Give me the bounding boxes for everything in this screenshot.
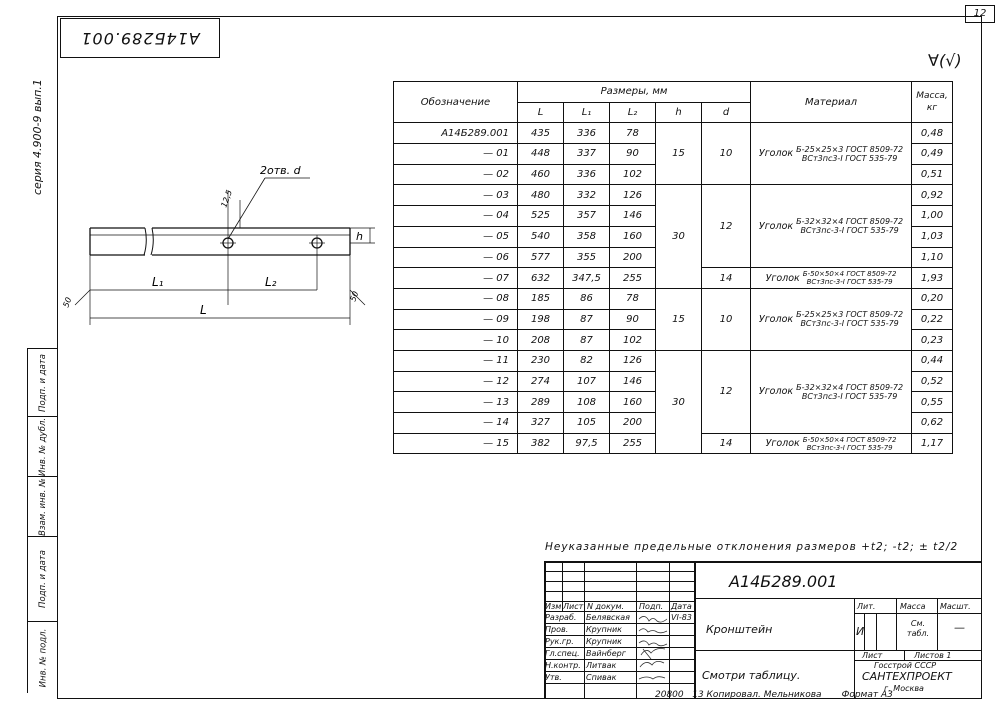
cell-mass: 1,17 (912, 433, 953, 454)
cell-d: 10 (702, 288, 751, 350)
cell-L2: 90 (610, 144, 656, 165)
sign-date: VI-83 (671, 613, 692, 622)
side-label: Взам. инв. № (38, 477, 48, 536)
cell-L2: 160 (610, 226, 656, 247)
cell-L: 632 (518, 268, 564, 289)
header-L2: L₂ (610, 102, 656, 123)
cell-material (751, 185, 912, 268)
side-strip (27, 348, 58, 693)
header-designation: Обозначение (394, 82, 518, 123)
cell-L2: 255 (610, 433, 656, 454)
dim-L2: L₂ (265, 275, 277, 289)
cell-L1: 97,5 (564, 433, 610, 454)
side-label: Инв. № подл. (38, 628, 48, 687)
cell-L2: 126 (610, 350, 656, 371)
hdr-podp: Подп. (639, 602, 664, 611)
material-bot: ВСт3пс-3-I ГОСТ 535-79 (806, 278, 893, 287)
cell-mass: 1,00 (912, 206, 953, 227)
person-name: Крупник (586, 625, 622, 634)
cell-des: — 03 (394, 185, 518, 206)
material-bot: ВСт3пс3-I ГОСТ 535-79 (801, 153, 898, 163)
cell-L2: 78 (610, 288, 656, 309)
org-line-1: Госстрой СССР (874, 661, 937, 670)
cell-L1: 332 (564, 185, 610, 206)
material-word: Уголок (758, 313, 794, 325)
material-word: Уголок (758, 220, 794, 232)
table-row (394, 350, 953, 371)
cell-L: 289 (518, 392, 564, 413)
cell-des: — 10 (394, 330, 518, 351)
person-name: Крупник (586, 637, 622, 646)
bottom-mid: 13 Копировал. Мельникова (692, 690, 822, 700)
role: Утв. (545, 673, 562, 682)
bottom-right: Формат А3 (841, 690, 893, 700)
cell-mass: 0,52 (912, 371, 953, 392)
org-line-2: САНТЕХПРОЕКТ (862, 670, 952, 683)
title-block (544, 561, 982, 699)
cell-d: 14 (702, 268, 751, 289)
cell-d: 12 (702, 350, 751, 433)
cell-L1: 336 (564, 164, 610, 185)
doc-code: А14Б289.001 (729, 572, 838, 591)
material-word: Уголок (758, 386, 794, 398)
hdr-data: Дата (671, 602, 692, 611)
cell-material (751, 433, 912, 454)
rotated-stamp (60, 18, 220, 58)
page-number: 12 (965, 5, 995, 23)
cell-L: 185 (518, 288, 564, 309)
mass-label: Масса (900, 602, 926, 611)
tolerance-note: Неуказанные предельные отклонения размеров +t2; -t2; ± t2/2 (545, 541, 959, 553)
cell-L: 382 (518, 433, 564, 454)
cell-des: — 12 (394, 371, 518, 392)
cell-mass: 0,20 (912, 288, 953, 309)
cell-mass: 0,22 (912, 309, 953, 330)
table-row (394, 123, 953, 144)
cell-h: 15 (656, 288, 702, 350)
cell-L: 480 (518, 185, 564, 206)
cell-des: А14Б289.001 (394, 123, 518, 144)
material-word: Уголок (765, 438, 800, 450)
cell-L2: 200 (610, 413, 656, 434)
material-bot: ВСт3пс3-I ГОСТ 535-79 (801, 391, 898, 401)
side-cell (28, 348, 58, 416)
cell-mass: 0,55 (912, 392, 953, 413)
person-name: Белявская (586, 613, 630, 622)
cell-d: 12 (702, 185, 751, 268)
hdr-list: Лист (563, 602, 584, 611)
hole-label: 2отв. d (260, 164, 301, 177)
series-text: серия 4.900-9 вып.1 (31, 79, 44, 195)
cell-L: 435 (518, 123, 564, 144)
dim-L: L (200, 303, 207, 317)
material-word: Уголок (758, 148, 794, 160)
cell-des: — 08 (394, 288, 518, 309)
header-d: d (702, 102, 751, 123)
cell-des: — 14 (394, 413, 518, 434)
bracket-drawing (60, 160, 380, 340)
role: Рук.гр. (545, 637, 574, 646)
sheet-label: Лист (862, 651, 883, 660)
part-name: Кронштейн (706, 623, 773, 636)
person-name: Литвак (586, 661, 617, 670)
cell-mass: 0,92 (912, 185, 953, 206)
cell-L2: 200 (610, 247, 656, 268)
side-cell (28, 476, 58, 536)
side-label: Подп. и дата (38, 353, 48, 412)
cell-L1: 107 (564, 371, 610, 392)
header-mass: Масса, кг (912, 82, 953, 123)
header-L: L (518, 102, 564, 123)
role: Н.контр. (545, 661, 581, 670)
cell-des: — 04 (394, 206, 518, 227)
dim-50-right: 50 (348, 290, 361, 303)
cell-L: 198 (518, 309, 564, 330)
cell-L1: 87 (564, 330, 610, 351)
cell-des: — 15 (394, 433, 518, 454)
scale-value: — (954, 621, 965, 634)
cell-L1: 347,5 (564, 268, 610, 289)
lit-label: Лит. (857, 602, 876, 611)
cell-L1: 82 (564, 350, 610, 371)
dim-h: h (356, 230, 363, 243)
material-top: Б-32×32×4 ГОСТ 8509-72 (796, 217, 904, 227)
cell-d: 10 (702, 123, 751, 185)
cell-L: 208 (518, 330, 564, 351)
cell-L2: 255 (610, 268, 656, 289)
cell-material (751, 268, 912, 289)
cell-des: — 13 (394, 392, 518, 413)
material-top: Б-25×25×3 ГОСТ 8509-72 (796, 310, 904, 320)
cell-material (751, 350, 912, 433)
cell-L2: 102 (610, 164, 656, 185)
cell-des: — 02 (394, 164, 518, 185)
cell-L2: 146 (610, 371, 656, 392)
cell-mass: 0,49 (912, 144, 953, 165)
cell-h: 30 (656, 350, 702, 453)
cell-mass: 0,23 (912, 330, 953, 351)
cell-L1: 355 (564, 247, 610, 268)
dim-50-left: 50 (61, 296, 74, 309)
spec-table (393, 81, 953, 454)
cell-L: 525 (518, 206, 564, 227)
side-cell (28, 416, 58, 476)
cell-des: — 01 (394, 144, 518, 165)
dim-12-5: 12,5 (219, 188, 234, 209)
cell-L2: 78 (610, 123, 656, 144)
see-table: Смотри таблицу. (702, 669, 801, 682)
side-cell (28, 536, 58, 621)
header-material: Материал (751, 82, 912, 123)
header-h: h (656, 102, 702, 123)
signatures (637, 611, 669, 697)
role: Разраб. (545, 613, 577, 622)
cell-material (751, 288, 912, 350)
hdr-ndok: N докум. (587, 602, 625, 611)
cell-L1: 86 (564, 288, 610, 309)
cell-mass: 1,03 (912, 226, 953, 247)
material-top: Б-25×25×3 ГОСТ 8509-72 (796, 144, 904, 154)
cell-L1: 105 (564, 413, 610, 434)
cell-des: — 06 (394, 247, 518, 268)
side-cell (28, 621, 58, 693)
role: Гл.спец. (545, 649, 580, 658)
cell-L2: 102 (610, 330, 656, 351)
cell-L1: 358 (564, 226, 610, 247)
cell-h: 30 (656, 185, 702, 288)
person-name: Спивак (586, 673, 617, 682)
cell-mass: 1,93 (912, 268, 953, 289)
person-name: Вайнберг (586, 649, 626, 658)
side-label: Инв. № дубл. (38, 417, 48, 476)
cell-L1: 336 (564, 123, 610, 144)
material-bot: ВСт3пс-3-I ГОСТ 535-79 (806, 443, 893, 452)
material-top: Б-50×50×4 ГОСТ 8509-72 (802, 270, 897, 279)
cell-L2: 146 (610, 206, 656, 227)
role: Пров. (545, 625, 569, 634)
header-sizes: Размеры, мм (518, 82, 751, 103)
cell-L: 448 (518, 144, 564, 165)
material-bot: ВСт3пс-3-I ГОСТ 535-79 (800, 226, 899, 236)
cell-L2: 160 (610, 392, 656, 413)
sheets-label: Листов 1 (914, 651, 952, 660)
cell-mass: 0,51 (912, 164, 953, 185)
dim-L1: L₁ (152, 275, 164, 289)
cell-des: — 05 (394, 226, 518, 247)
cell-L: 274 (518, 371, 564, 392)
cell-L: 540 (518, 226, 564, 247)
hdr-izm: Изм (545, 602, 562, 611)
table-row (394, 185, 953, 206)
header-L1: L₁ (564, 102, 610, 123)
cell-L1: 87 (564, 309, 610, 330)
cell-L1: 108 (564, 392, 610, 413)
roughness-symbol: ∀(√) (928, 51, 962, 70)
material-top: Б-50×50×4 ГОСТ 8509-72 (802, 435, 897, 444)
cell-L1: 357 (564, 206, 610, 227)
cell-mass: 0,62 (912, 413, 953, 434)
scale-label: Масшт. (940, 602, 971, 611)
cell-L: 230 (518, 350, 564, 371)
cell-mass: 0,44 (912, 350, 953, 371)
cell-des: — 09 (394, 309, 518, 330)
cell-L: 460 (518, 164, 564, 185)
cell-L2: 90 (610, 309, 656, 330)
cell-des: — 07 (394, 268, 518, 289)
mass-value: См. табл. (906, 619, 930, 638)
cell-d: 14 (702, 433, 751, 454)
bottom-line (655, 690, 893, 700)
cell-mass: 1,10 (912, 247, 953, 268)
material-top: Б-32×32×4 ГОСТ 8509-72 (796, 382, 904, 392)
org-line-3: г. Москва (884, 684, 924, 693)
cell-L: 327 (518, 413, 564, 434)
side-label: Подп. и дата (38, 550, 48, 608)
lit-value: И (856, 625, 865, 638)
cell-mass: 0,48 (912, 123, 953, 144)
cell-h: 15 (656, 123, 702, 185)
table-row (394, 288, 953, 309)
cell-L: 577 (518, 247, 564, 268)
cell-L2: 126 (610, 185, 656, 206)
material-word: Уголок (765, 272, 800, 284)
cell-L1: 337 (564, 144, 610, 165)
cell-des: — 11 (394, 350, 518, 371)
material-bot: ВСт3пс-3-I ГОСТ 535-79 (800, 319, 899, 329)
stamp-text: А14Б289.001 (80, 29, 200, 48)
bottom-left: 20800 (655, 690, 684, 700)
cell-material (751, 123, 912, 185)
